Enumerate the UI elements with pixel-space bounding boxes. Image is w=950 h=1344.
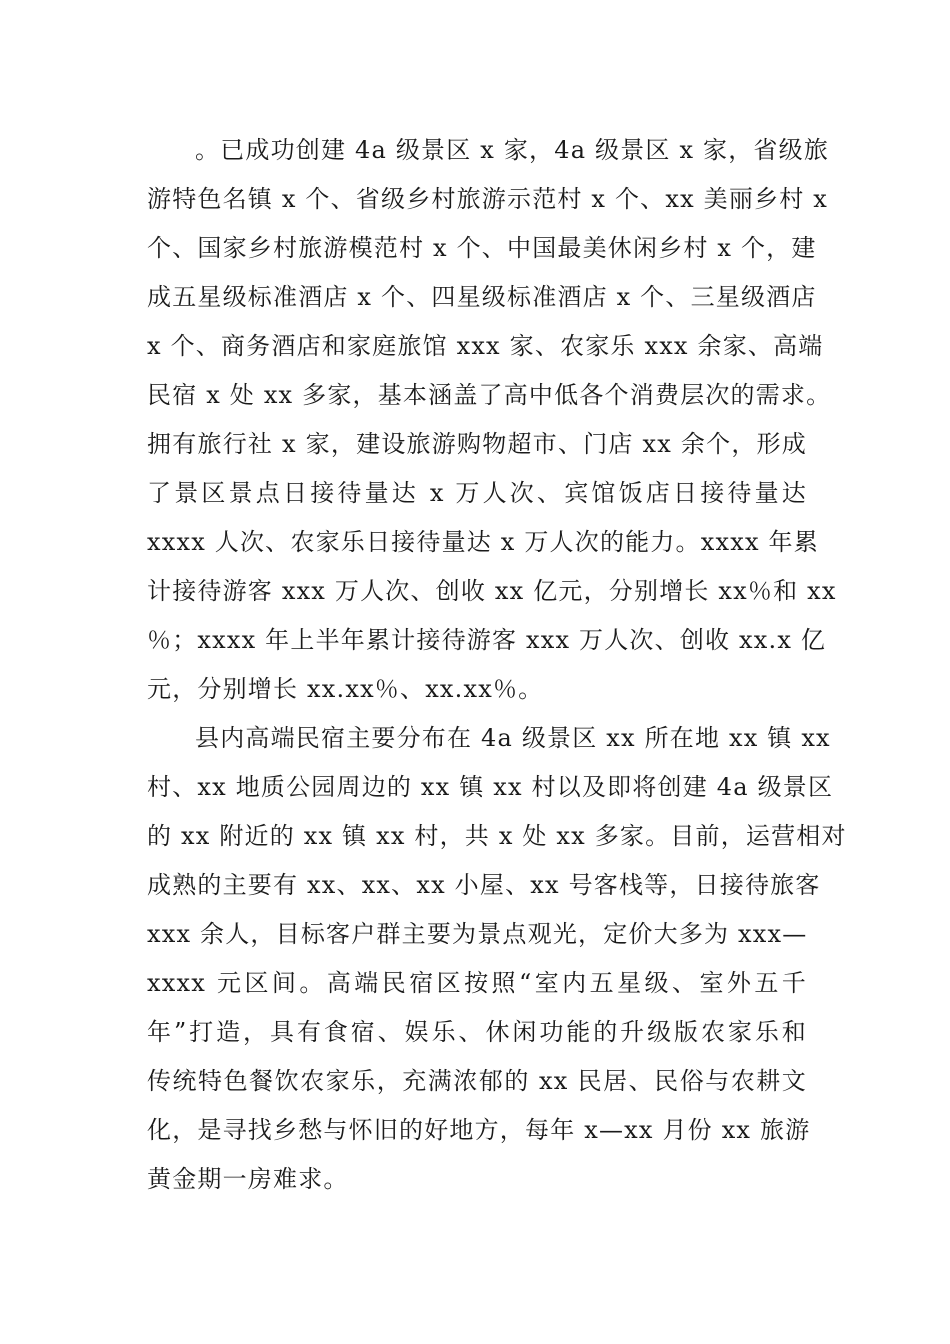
paragraph-homestay-distribution (147, 714, 847, 1204)
text-line: 村、xx 地质公园周边的 xx 镇 xx 村以及即将创建 4a 级景区 (147, 773, 834, 801)
text-line: 拥有旅行社 x 家，建设旅游购物超市、门店 xx 余个，形成 (147, 430, 807, 458)
text-line: 黄金期一房难求。 (147, 1165, 349, 1193)
text-line: ％；xxxx 年上半年累计接待游客 xxx 万人次、创收 xx.x 亿 (147, 626, 827, 654)
text-line: 传统特色餐饮农家乐，充满浓郁的 xx 民居、民俗与农耕文 (147, 1067, 807, 1095)
text-line: 。已成功创建 4a 级景区 x 家，4a 级景区 x 家，省级旅 (195, 136, 830, 164)
text-line: xxxx 元区间。高端民宿区按照“室内五星级、室外五千 (147, 969, 807, 997)
text-line: 个、国家乡村旅游模范村 x 个、中国最美休闲乡村 x 个，建 (147, 234, 817, 262)
text-line: 民宿 x 处 xx 多家，基本涵盖了高中低各个消费层次的需求。 (147, 381, 832, 409)
text-line: 化，是寻找乡愁与怀旧的好地方，每年 x—xx 月份 xx 旅游 (147, 1116, 811, 1144)
text-line: 年”打造，具有食宿、娱乐、休闲功能的升级版农家乐和 (147, 1018, 807, 1046)
text-line: xxxx 人次、农家乐日接待量达 x 万人次的能力。xxxx 年累 (147, 528, 819, 556)
paragraph-tourism-overview (147, 126, 837, 714)
text-line: xxx 余人，目标客户群主要为景点观光，定价大多为 xxx— (147, 920, 808, 948)
document-body (147, 126, 847, 1204)
text-line: 元，分别增长 xx.xx％、xx.xx％。 (147, 675, 544, 703)
text-line: 县内高端民宿主要分布在 4a 级景区 xx 所在地 xx 镇 xx (195, 724, 831, 752)
text-line: 的 xx 附近的 xx 镇 xx 村，共 x 处 xx 多家。目前，运营相对 (147, 822, 847, 850)
text-line: 了景区景点日接待量达 x 万人次、宾馆饭店日接待量达 (147, 479, 807, 507)
text-line: 游特色名镇 x 个、省级乡村旅游示范村 x 个、xx 美丽乡村 x (147, 185, 829, 213)
text-line: 计接待游客 xxx 万人次、创收 xx 亿元，分别增长 xx％和 xx (147, 577, 837, 605)
text-line: x 个、商务酒店和家庭旅馆 xxx 家、农家乐 xxx 余家、高端 (147, 332, 824, 360)
text-line: 成五星级标准酒店 x 个、四星级标准酒店 x 个、三星级酒店 (147, 283, 817, 311)
text-line: 成熟的主要有 xx、xx、xx 小屋、xx 号客栈等，日接待旅客 (147, 871, 821, 899)
